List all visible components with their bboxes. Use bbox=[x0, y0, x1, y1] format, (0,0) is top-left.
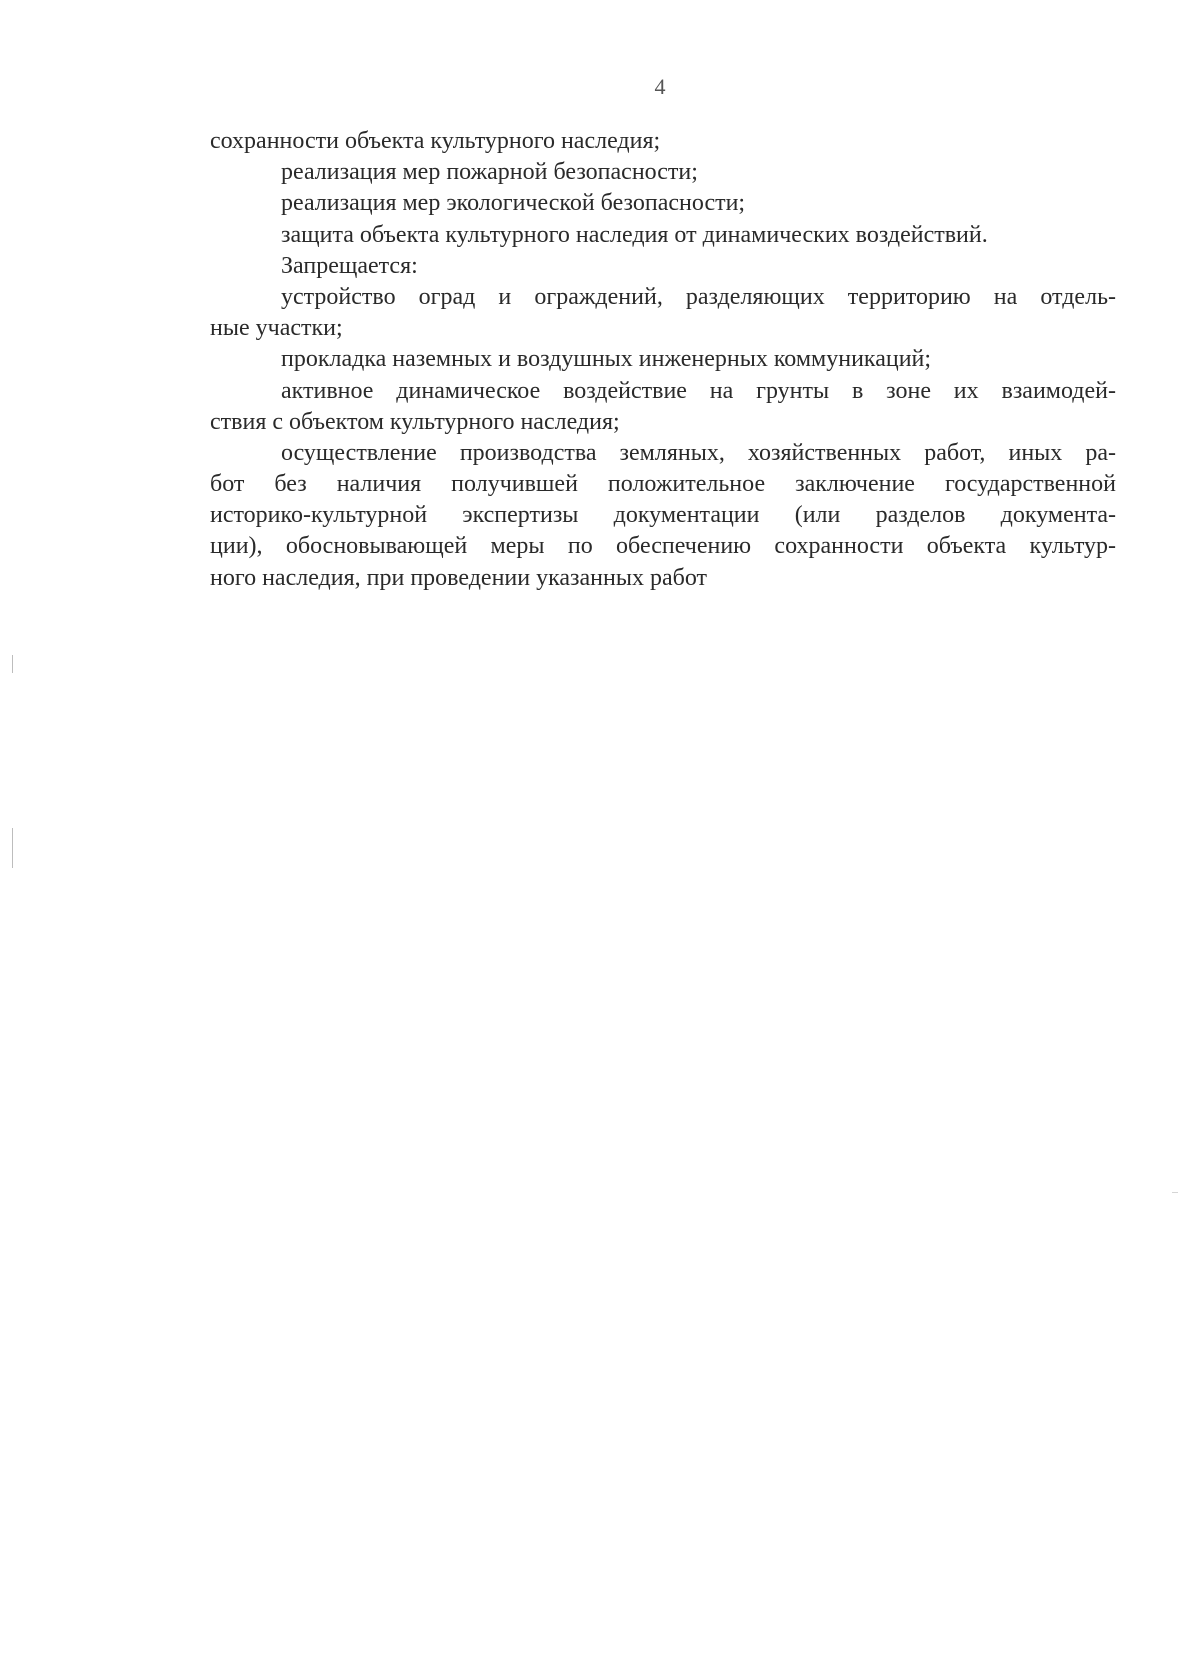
text-line: Запрещается: bbox=[281, 252, 418, 279]
text-line: сохранности объекта культурного наследия; bbox=[210, 128, 661, 154]
text-line: реализация мер пожарной безопасности; bbox=[281, 159, 698, 186]
text-line: ствия с объектом культурного наследия; bbox=[210, 408, 620, 435]
text-line: реализация мер экологической безопасности; bbox=[281, 190, 746, 217]
text-line: прокладка наземных и воздушных инженерных коммуникаций; bbox=[281, 346, 932, 373]
scan-edge-mark bbox=[1172, 1192, 1178, 1193]
text-line: осуществление производства земляных, хозяйственных работ, иных ра- bbox=[281, 439, 1116, 466]
text-line: защита объекта культурного наследия от динамических воздействий. bbox=[281, 221, 988, 248]
page-number: 4 bbox=[654, 74, 666, 99]
text-line: ции), обосновывающей меры по обеспечению сохранности объекта культур- bbox=[210, 533, 1116, 560]
text-line: ные участки; bbox=[210, 315, 343, 342]
scan-margin-mark bbox=[12, 655, 13, 673]
document-body bbox=[210, 126, 1116, 594]
scan-margin-mark bbox=[12, 828, 13, 868]
text-line: ного наследия, при проведении указанных работ bbox=[210, 564, 708, 591]
text-line: бот без наличия получившей положительное заключение государственной bbox=[210, 471, 1116, 498]
text-line: устройство оград и ограждений, разделяющих территорию на отдель- bbox=[281, 283, 1116, 310]
text-line: историко-культурной экспертизы документации (или разделов документа- bbox=[210, 502, 1116, 529]
text-line: активное динамическое воздействие на грунты в зоне их взаимодей- bbox=[281, 377, 1116, 404]
